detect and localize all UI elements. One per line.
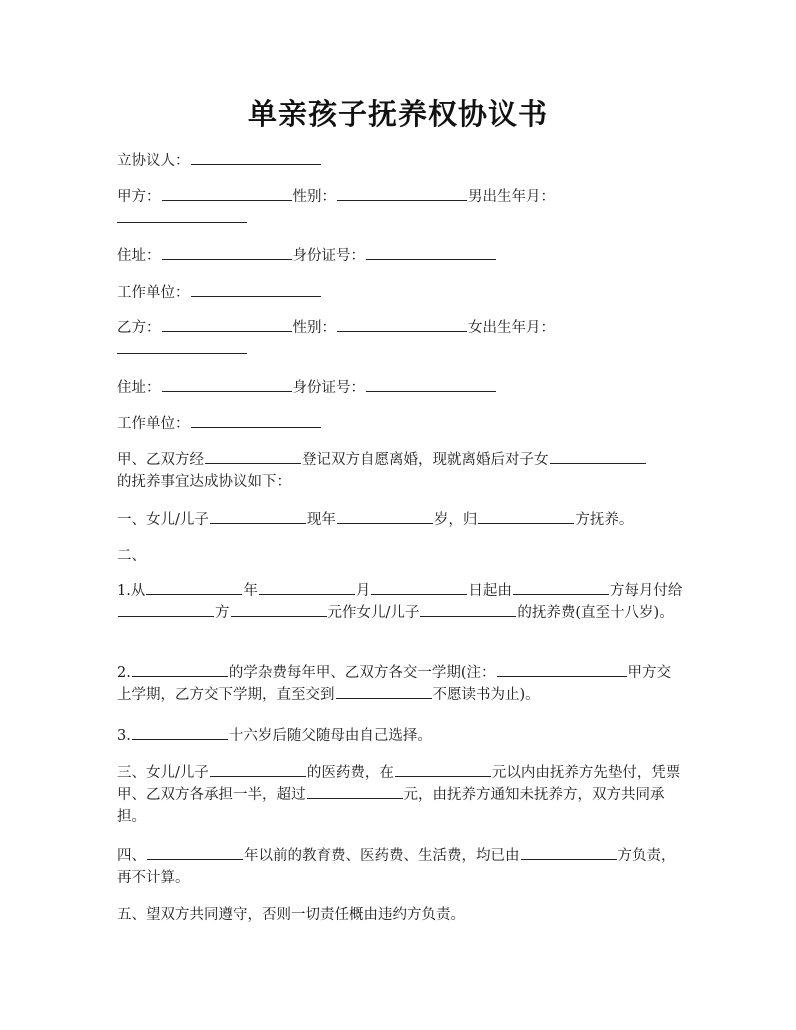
clause-2-item-2 <box>117 662 685 706</box>
clause-5 <box>117 904 685 926</box>
clause-1-blank-2 <box>337 509 433 524</box>
item-1-blank-amount <box>231 602 327 617</box>
signatory-label: 立协议人： <box>117 153 190 169</box>
signatory-line <box>117 150 685 172</box>
party-a-name-blank <box>162 186 292 201</box>
clause-3-text-1: 三、女儿/儿子 <box>117 765 209 781</box>
clause-3-text-4: 元，由抚养方通知未抚养方，双方共同承担。 <box>117 787 665 825</box>
party-a-label: 甲方： <box>117 189 161 205</box>
clause-3-text-2: 的医药费，在 <box>306 765 394 781</box>
item-1-text-3: 月 <box>355 583 371 599</box>
party-a-birth-label: 男出生年月： <box>468 189 555 205</box>
clause-3 <box>117 762 685 828</box>
clause-2-heading <box>117 545 685 567</box>
party-a-work-blank <box>191 282 321 297</box>
party-b-gender-blank <box>337 317 467 332</box>
clause-4-text-3: 方负责，再不计算。 <box>117 848 676 886</box>
item-1-blank-day <box>371 580 467 595</box>
party-a-birth-blank <box>117 208 247 223</box>
party-a-work-label: 工作单位： <box>117 285 190 301</box>
item-1-blank-year <box>146 580 242 595</box>
signatory-blank <box>191 150 321 165</box>
party-b-gender-label: 性别： <box>292 320 336 336</box>
item-1-text-6: 方 <box>215 605 230 621</box>
item-2-text-1: 2. <box>117 665 131 681</box>
party-b-id-label: 身份证号： <box>292 380 365 396</box>
clause-3-blank-limit <box>395 762 491 777</box>
item-1-text-2: 年 <box>243 583 258 599</box>
party-a-gender-label: 性别： <box>292 189 336 205</box>
party-b-name-blank <box>162 317 292 332</box>
intro-blank-1 <box>205 449 301 464</box>
party-a-address-label: 住址： <box>117 248 161 264</box>
intro-text-3: 的抚养事宜达成协议如下： <box>117 474 291 490</box>
intro-text-1: 甲、乙双方经 <box>117 452 204 468</box>
item-1-blank-payee <box>118 602 214 617</box>
clause-2-label: 二、 <box>117 548 146 564</box>
item-1-blank-payer <box>513 580 609 595</box>
agreement-intro <box>117 449 685 493</box>
clause-4-blank-year <box>147 845 243 860</box>
party-a-address-line <box>117 245 685 267</box>
clause-4-text-1: 四、 <box>117 848 146 864</box>
clause-2-item-3 <box>117 725 685 747</box>
clause-2-item-1 <box>117 580 685 624</box>
party-b-work-label: 工作单位： <box>117 416 190 432</box>
item-1-blank-month <box>259 580 355 595</box>
party-b-birth-label: 女出生年月： <box>468 320 555 336</box>
item-1-text-7: 元作女儿/儿子 <box>327 605 420 621</box>
clause-4-blank-party <box>521 845 617 860</box>
party-a-work-line <box>117 282 685 304</box>
item-2-blank-until <box>336 684 432 699</box>
item-1-text-1: 1.从 <box>117 583 146 599</box>
clause-3-text-3: 元以内由抚养方先垫付，凭票甲、乙双方各承担一半，超过 <box>117 765 681 803</box>
clause-1-blank-1 <box>210 509 306 524</box>
party-b-address-label: 住址： <box>117 380 161 396</box>
party-a-address-blank <box>162 245 292 260</box>
clause-4-text-2: 年以前的教育费、医药费、生活费，均已由 <box>244 848 520 864</box>
item-2-text-3: 甲方交上学期，乙方交下学期，直至交到 <box>117 665 671 703</box>
party-b-birth-blank <box>117 339 247 354</box>
clause-4 <box>117 845 685 889</box>
party-b-line <box>117 317 685 361</box>
party-a-id-label: 身份证号： <box>292 248 365 264</box>
item-1-text-8: 的抚养费(直至十八岁)。 <box>517 605 674 621</box>
party-b-label: 乙方： <box>117 320 161 336</box>
clause-1-text-4: 方抚养。 <box>575 512 634 528</box>
item-3-text-1: 3. <box>117 728 131 744</box>
party-b-address-blank <box>162 377 292 392</box>
clause-1-text-1: 一、女儿/儿子 <box>117 512 209 528</box>
clause-1-text-3: 岁，归 <box>433 512 478 528</box>
item-2-blank-note <box>497 662 627 677</box>
party-b-address-line <box>117 377 685 399</box>
item-2-text-2: 的学杂费每年甲、乙双方各交一学期(注： <box>228 665 496 681</box>
intro-blank-2 <box>550 449 646 464</box>
item-2-text-4: 不愿读书为止)。 <box>432 687 540 703</box>
clause-3-blank-child <box>210 762 306 777</box>
party-b-work-blank <box>191 413 321 428</box>
item-2-blank-child <box>132 662 228 677</box>
item-1-text-4: 日起由 <box>468 583 512 599</box>
clause-1 <box>117 509 685 531</box>
party-a-id-blank <box>366 245 496 260</box>
party-a-gender-blank <box>337 186 467 201</box>
party-b-work-line <box>117 413 685 435</box>
party-b-id-blank <box>366 377 496 392</box>
clause-1-blank-3 <box>478 509 574 524</box>
item-3-blank-child <box>132 725 228 740</box>
clause-5-text: 五、望双方共同遵守，否则一切责任概由违约方负责。 <box>117 907 465 923</box>
party-a-line <box>117 186 685 230</box>
document-title: 单亲孩子抚养权协议书 <box>247 97 548 131</box>
clause-1-text-2: 现年 <box>306 512 336 528</box>
intro-text-2: 登记双方自愿离婚，现就离婚后对子女 <box>302 452 549 468</box>
item-3-text-2: 十六岁后随父随母由自己选择。 <box>228 728 432 744</box>
item-1-text-5: 方每月付给 <box>609 583 683 599</box>
clause-3-blank-excess <box>307 784 403 799</box>
item-1-blank-child <box>420 602 516 617</box>
